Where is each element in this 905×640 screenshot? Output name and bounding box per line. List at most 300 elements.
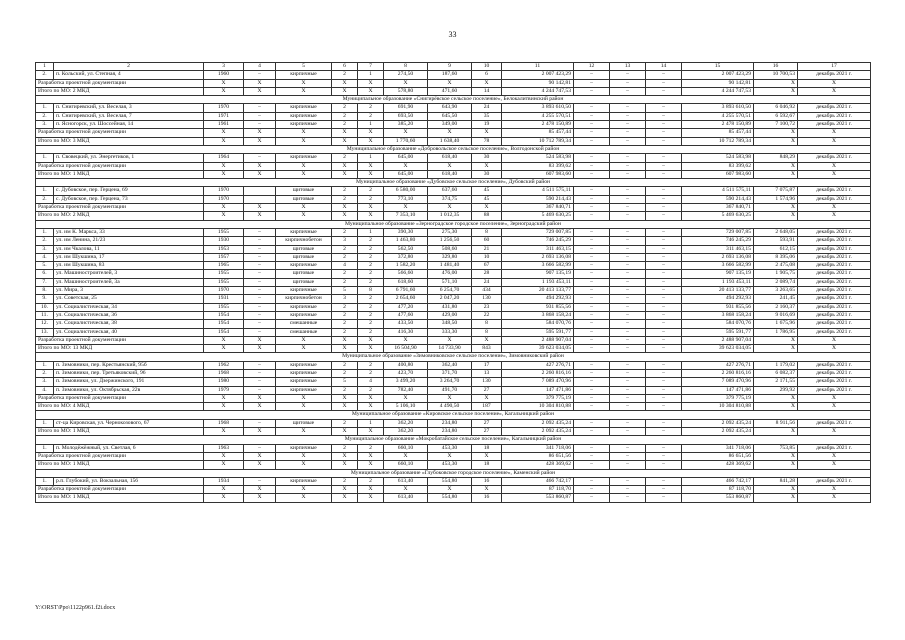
municipality-section-row bbox=[36, 436, 871, 444]
table-cell: 20 413 133,77 bbox=[502, 287, 574, 295]
table-body bbox=[36, 63, 871, 503]
table-cell: 931 855,56 bbox=[682, 303, 754, 311]
table-row bbox=[36, 154, 871, 162]
table-cell: – bbox=[574, 361, 610, 369]
table-cell: – bbox=[574, 162, 610, 170]
table-cell: 1971 bbox=[204, 112, 244, 120]
table-cell: 7 353,10 bbox=[384, 212, 428, 220]
table-cell: 8 bbox=[472, 228, 502, 236]
table-cell: 241,45 bbox=[754, 295, 798, 303]
table-cell: – bbox=[610, 253, 646, 261]
row-label-cell: Итого по МО: 2 МКД bbox=[36, 87, 204, 95]
table-cell: 691,90 bbox=[384, 104, 428, 112]
table-cell: 428 369,62 bbox=[682, 461, 754, 469]
table-cell: 4 244 747,53 bbox=[502, 87, 574, 95]
municipality-section-row bbox=[36, 469, 871, 477]
table-cell: 2 bbox=[358, 245, 384, 253]
address-cell: п. Снигиревский, ул. Веселая, 7 bbox=[54, 112, 204, 120]
table-cell: 9 016,69 bbox=[754, 311, 798, 319]
table-cell: 907 135,19 bbox=[682, 270, 754, 278]
table-cell: 14 733,90 bbox=[428, 345, 472, 353]
table-cell: X bbox=[276, 345, 332, 353]
table-cell: X bbox=[798, 461, 871, 469]
table-cell: 494 292,93 bbox=[502, 295, 574, 303]
table-cell: – bbox=[610, 336, 646, 344]
table-cell: щитовые bbox=[276, 245, 332, 253]
table-cell: – bbox=[646, 137, 682, 145]
table-cell: – bbox=[646, 121, 682, 129]
table-cell: 427 276,71 bbox=[682, 361, 754, 369]
table-cell: 2 092 435,24 bbox=[502, 419, 574, 427]
table-cell: – bbox=[646, 129, 682, 137]
table-cell: 39 623 034,05 bbox=[682, 345, 754, 353]
table-cell: X bbox=[204, 137, 244, 145]
table-cell: 2 007 423,29 bbox=[682, 71, 754, 79]
table-cell: X bbox=[332, 461, 358, 469]
table-cell: кирпичные bbox=[276, 477, 332, 485]
table-cell: 1963 bbox=[204, 444, 244, 452]
table-row bbox=[36, 137, 871, 145]
row-label-cell: Итого по МО: 2 МКД bbox=[36, 212, 204, 220]
table-cell: X bbox=[332, 137, 358, 145]
table-cell: X bbox=[754, 87, 798, 95]
table-cell: декабрь 2021 г. bbox=[798, 71, 871, 79]
table-cell: – bbox=[244, 270, 276, 278]
table-cell: X bbox=[244, 129, 276, 137]
table-cell: декабрь 2021 г. bbox=[798, 303, 871, 311]
table-row bbox=[36, 170, 871, 178]
table-cell: 5 469 630,25 bbox=[502, 212, 574, 220]
table-row bbox=[36, 452, 871, 460]
table-cell: X bbox=[384, 452, 428, 460]
table-cell: 931 855,56 bbox=[502, 303, 574, 311]
table-cell: – bbox=[610, 328, 646, 336]
table-cell: 7 089 470,96 bbox=[502, 378, 574, 386]
table-cell: 333,30 bbox=[428, 328, 472, 336]
table-cell: 1953 bbox=[204, 245, 244, 253]
table-cell: 10 712 789,34 bbox=[682, 137, 754, 145]
table-cell: 1 bbox=[358, 419, 384, 427]
table-cell: X bbox=[798, 212, 871, 220]
table-cell: 431,80 bbox=[428, 303, 472, 311]
table-cell: X bbox=[428, 204, 472, 212]
table-row bbox=[36, 494, 871, 502]
table-cell: 299,92 bbox=[754, 386, 798, 394]
municipality-title: Муниципальное образование «Зерноградское городское поселение», Зерноградский район bbox=[36, 220, 871, 228]
table-cell: 1 675,96 bbox=[754, 320, 798, 328]
table-cell: 1962 bbox=[204, 361, 244, 369]
table-cell: 3 bbox=[332, 295, 358, 303]
table-cell: 27 bbox=[472, 428, 502, 436]
table-cell: 1. bbox=[36, 419, 54, 427]
table-cell: 3 264,70 bbox=[428, 378, 472, 386]
table-cell: X bbox=[204, 79, 244, 87]
table-cell: X bbox=[798, 345, 871, 353]
table-cell: 30 bbox=[472, 154, 502, 162]
table-cell: – bbox=[244, 444, 276, 452]
table-cell: декабрь 2021 г. bbox=[798, 112, 871, 120]
address-cell: п. Зимовники, пер. Третьяковский, 96 bbox=[54, 369, 204, 377]
table-row bbox=[36, 112, 871, 120]
table-cell: 4 bbox=[358, 378, 384, 386]
table-cell: 67 bbox=[472, 262, 502, 270]
table-cell: X bbox=[332, 79, 358, 87]
table-cell: 3 893 610,50 bbox=[682, 104, 754, 112]
table-cell: 87 118,70 bbox=[682, 486, 754, 494]
table-cell: 2 171,55 bbox=[754, 378, 798, 386]
table-cell: X bbox=[276, 162, 332, 170]
address-cell: ул. Машиностроителей, 3 bbox=[54, 270, 204, 278]
table-cell: 16 504,90 bbox=[384, 345, 428, 353]
table-cell: щитовые bbox=[276, 253, 332, 261]
table-cell: – bbox=[574, 270, 610, 278]
table-cell: 1 bbox=[358, 154, 384, 162]
table-cell: X bbox=[754, 494, 798, 502]
table-cell: 1 bbox=[358, 71, 384, 79]
row-label-cell: Разработка проектной документации bbox=[36, 486, 204, 494]
table-cell: 553 860,87 bbox=[682, 494, 754, 502]
table-cell: – bbox=[244, 71, 276, 79]
table-cell: – bbox=[574, 419, 610, 427]
table-cell: X bbox=[276, 170, 332, 178]
table-cell: 554,80 bbox=[428, 494, 472, 502]
table-cell: 494 292,93 bbox=[682, 295, 754, 303]
table-cell: X bbox=[384, 486, 428, 494]
table-cell: – bbox=[610, 428, 646, 436]
table-cell: – bbox=[646, 228, 682, 236]
table-cell: 1970 bbox=[204, 187, 244, 195]
table-row bbox=[36, 121, 871, 129]
table-cell: X bbox=[798, 394, 871, 402]
table-cell: 2 bbox=[332, 386, 358, 394]
table-cell: 2 bbox=[358, 386, 384, 394]
table-cell: – bbox=[574, 121, 610, 129]
table-cell: – bbox=[646, 419, 682, 427]
table-cell: X bbox=[204, 428, 244, 436]
table-cell: – bbox=[646, 328, 682, 336]
column-number-cell: 10 bbox=[472, 63, 502, 71]
table-cell: 10. bbox=[36, 303, 54, 311]
table-cell: 1. bbox=[36, 228, 54, 236]
table-cell: 2 bbox=[358, 369, 384, 377]
row-label-cell: Разработка проектной документации bbox=[36, 452, 204, 460]
table-cell: – bbox=[244, 228, 276, 236]
table-cell: X bbox=[754, 403, 798, 411]
table-cell: 4. bbox=[36, 386, 54, 394]
table-cell: 2 bbox=[358, 328, 384, 336]
table-cell: 275,30 bbox=[428, 228, 472, 236]
table-cell: X bbox=[204, 452, 244, 460]
column-number-cell: 7 bbox=[358, 63, 384, 71]
table-cell: 2 654,60 bbox=[384, 295, 428, 303]
table-cell: декабрь 2021 г. bbox=[798, 278, 871, 286]
table-cell: – bbox=[610, 245, 646, 253]
address-cell: ул. Мира, 3 bbox=[54, 287, 204, 295]
table-cell: – bbox=[244, 253, 276, 261]
table-row bbox=[36, 295, 871, 303]
table-cell: – bbox=[610, 295, 646, 303]
table-cell: 3. bbox=[36, 378, 54, 386]
address-cell: п. Зимовники, ул. Дзержинского, 191 bbox=[54, 378, 204, 386]
table-row bbox=[36, 87, 871, 95]
table-cell bbox=[244, 187, 276, 195]
table-cell: 13 bbox=[472, 369, 502, 377]
table-cell: 39 623 034,05 bbox=[502, 345, 574, 353]
table-cell: 2 092 435,24 bbox=[502, 428, 574, 436]
table-cell: 341 718,06 bbox=[502, 444, 574, 452]
table-cell: 390,30 bbox=[384, 228, 428, 236]
table-cell: – bbox=[646, 278, 682, 286]
table-cell: декабрь 2021 г. bbox=[798, 361, 871, 369]
table-cell: 2 bbox=[332, 228, 358, 236]
table-cell: X bbox=[244, 394, 276, 402]
table-cell: – bbox=[646, 311, 682, 319]
table-cell: 14 bbox=[472, 87, 502, 95]
table-cell: – bbox=[244, 311, 276, 319]
table-cell: 130 bbox=[472, 378, 502, 386]
table-cell: 3. bbox=[36, 121, 54, 129]
row-label-cell: Итого по МО: 13 МКД bbox=[36, 345, 204, 353]
table-cell: X bbox=[276, 452, 332, 460]
row-label-cell: Итого по МО: 1 МКД bbox=[36, 428, 204, 436]
table-cell: – bbox=[244, 361, 276, 369]
table-cell: X bbox=[384, 336, 428, 344]
table-row bbox=[36, 403, 871, 411]
table-cell: – bbox=[646, 369, 682, 377]
table-cell: 2. bbox=[36, 195, 54, 203]
table-cell: 429,00 bbox=[428, 311, 472, 319]
table-cell: 83 399,62 bbox=[682, 162, 754, 170]
table-cell: 4 490,50 bbox=[428, 403, 472, 411]
table-cell: 8 911,56 bbox=[754, 419, 798, 427]
table-cell: – bbox=[646, 154, 682, 162]
table-cell: 28 bbox=[472, 270, 502, 278]
table-cell: 2 bbox=[358, 253, 384, 261]
table-cell: X bbox=[276, 129, 332, 137]
table-cell: 85 457,44 bbox=[682, 129, 754, 137]
table-cell: 2 bbox=[332, 187, 358, 195]
table-cell: 13. bbox=[36, 328, 54, 336]
address-cell: п. Ясногорск, ул. Шоссейная, 14 bbox=[54, 121, 204, 129]
table-cell: 8. bbox=[36, 287, 54, 295]
table-cell: 1. bbox=[36, 154, 54, 162]
table-cell: – bbox=[244, 278, 276, 286]
table-cell: 7 100,72 bbox=[754, 121, 798, 129]
table-cell: – bbox=[574, 328, 610, 336]
table-cell: 60 bbox=[472, 237, 502, 245]
table-cell: 3 868 158,24 bbox=[682, 311, 754, 319]
table-row bbox=[36, 129, 871, 137]
table-cell: 645,50 bbox=[428, 112, 472, 120]
table-row bbox=[36, 162, 871, 170]
table-cell: 1. bbox=[36, 477, 54, 485]
housing-repair-table bbox=[35, 62, 871, 503]
table-cell: декабрь 2021 г. bbox=[798, 121, 871, 129]
table-cell: 1. bbox=[36, 361, 54, 369]
table-cell: X bbox=[798, 452, 871, 460]
table-cell: 2 475,08 bbox=[754, 262, 798, 270]
table-cell: – bbox=[610, 444, 646, 452]
table-cell: X bbox=[332, 129, 358, 137]
table-cell: 18 bbox=[472, 461, 502, 469]
table-cell: кирпичнобетон bbox=[276, 295, 332, 303]
table-cell: – bbox=[610, 345, 646, 353]
table-cell: кирпичные bbox=[276, 287, 332, 295]
table-cell: – bbox=[574, 262, 610, 270]
table-cell: 466 742,17 bbox=[502, 477, 574, 485]
table-cell: X bbox=[798, 162, 871, 170]
table-cell: X bbox=[276, 87, 332, 95]
table-cell: X bbox=[358, 428, 384, 436]
table-cell: 1 012,35 bbox=[428, 212, 472, 220]
table-cell: 612,15 bbox=[754, 245, 798, 253]
table-cell: щитовые bbox=[276, 187, 332, 195]
table-cell: декабрь 2021 г. bbox=[798, 253, 871, 261]
table-cell: – bbox=[610, 195, 646, 203]
table-cell: декабрь 2021 г. bbox=[798, 328, 871, 336]
table-cell: декабрь 2021 г. bbox=[798, 245, 871, 253]
table-cell: X bbox=[754, 345, 798, 353]
column-number-cell: 1 bbox=[36, 63, 54, 71]
table-cell: 6 791,60 bbox=[384, 287, 428, 295]
table-cell: 645,00 bbox=[384, 154, 428, 162]
table-cell: 24 bbox=[472, 104, 502, 112]
address-cell: ул. Социалистическая, 34 bbox=[54, 303, 204, 311]
table-cell: декабрь 2021 г. bbox=[798, 104, 871, 112]
table-cell: 5 bbox=[332, 378, 358, 386]
table-cell: 3 893 610,50 bbox=[502, 104, 574, 112]
table-cell: 1 463,80 bbox=[384, 237, 428, 245]
table-cell: 10 700,53 bbox=[754, 71, 798, 79]
table-cell: X bbox=[472, 336, 502, 344]
table-cell: 21 bbox=[472, 245, 502, 253]
table-cell: 433,50 bbox=[384, 320, 428, 328]
table-cell: – bbox=[610, 419, 646, 427]
table-cell: X bbox=[472, 129, 502, 137]
table-cell: 2 bbox=[332, 369, 358, 377]
table-cell: 645,00 bbox=[384, 170, 428, 178]
table-cell: – bbox=[610, 461, 646, 469]
table-cell: 491,70 bbox=[428, 386, 472, 394]
address-cell: ул. Машиностроителей, 3а bbox=[54, 278, 204, 286]
table-cell: 2 bbox=[332, 71, 358, 79]
table-cell: 1 481,40 bbox=[428, 262, 472, 270]
column-number-cell: 13 bbox=[610, 63, 646, 71]
table-cell: – bbox=[244, 477, 276, 485]
table-cell: 2 bbox=[332, 195, 358, 203]
address-cell: п. Зимовники, ул. Октябрьская, 22в bbox=[54, 386, 204, 394]
table-cell: – bbox=[610, 394, 646, 402]
table-cell: декабрь 2021 г. bbox=[798, 228, 871, 236]
table-cell: X bbox=[358, 336, 384, 344]
table-cell: – bbox=[610, 287, 646, 295]
table-cell: 2 260 816,16 bbox=[502, 369, 574, 377]
table-cell: X bbox=[332, 345, 358, 353]
table-cell: X bbox=[332, 452, 358, 460]
table-cell: 1955 bbox=[204, 228, 244, 236]
table-cell: 8 bbox=[358, 287, 384, 295]
table-row bbox=[36, 477, 871, 485]
table-cell: X bbox=[798, 79, 871, 87]
table-cell: – bbox=[610, 237, 646, 245]
table-cell: – bbox=[244, 154, 276, 162]
table-cell: 6 082,37 bbox=[754, 369, 798, 377]
table-cell: X bbox=[332, 336, 358, 344]
table-cell: 571,10 bbox=[428, 278, 472, 286]
table-row bbox=[36, 278, 871, 286]
table-cell: – bbox=[610, 403, 646, 411]
table-cell: 1934 bbox=[204, 477, 244, 485]
table-cell: – bbox=[574, 278, 610, 286]
table-cell: – bbox=[610, 129, 646, 137]
table-cell: X bbox=[384, 162, 428, 170]
table-cell: 45 bbox=[472, 195, 502, 203]
table-cell: 88 bbox=[472, 212, 502, 220]
table-cell: 2 648,05 bbox=[754, 228, 798, 236]
table-cell: – bbox=[646, 320, 682, 328]
table-cell: 1957 bbox=[204, 253, 244, 261]
table-row bbox=[36, 419, 871, 427]
table-cell: – bbox=[574, 87, 610, 95]
table-cell: X bbox=[798, 129, 871, 137]
table-cell: – bbox=[646, 428, 682, 436]
table-cell: X bbox=[332, 494, 358, 502]
table-cell: 1 574,96 bbox=[754, 195, 798, 203]
table-cell: X bbox=[204, 204, 244, 212]
table-cell: – bbox=[574, 204, 610, 212]
table-cell: 8 bbox=[472, 320, 502, 328]
table-row bbox=[36, 104, 871, 112]
table-cell: X bbox=[472, 79, 502, 87]
table-cell: 2 089,74 bbox=[754, 278, 798, 286]
table-cell: 584 070,76 bbox=[502, 320, 574, 328]
table-row bbox=[36, 187, 871, 195]
table-cell: щитовые bbox=[276, 270, 332, 278]
table-row bbox=[36, 386, 871, 394]
table-cell: 2 bbox=[332, 477, 358, 485]
table-cell: – bbox=[646, 237, 682, 245]
table-row bbox=[36, 428, 871, 436]
table-cell: – bbox=[610, 104, 646, 112]
table-cell: 10 304 810,88 bbox=[502, 403, 574, 411]
table-cell: 427 276,71 bbox=[502, 361, 574, 369]
table-cell: X bbox=[428, 129, 472, 137]
table-cell: – bbox=[610, 112, 646, 120]
table-cell: кирпичные bbox=[276, 228, 332, 236]
table-cell: 643,90 bbox=[428, 104, 472, 112]
table-row bbox=[36, 361, 871, 369]
table-cell: 1930 bbox=[204, 237, 244, 245]
table-cell: 4 511 575,11 bbox=[682, 187, 754, 195]
column-number-cell: 9 bbox=[428, 63, 472, 71]
table-cell: X bbox=[754, 428, 798, 436]
table-cell: 1961 bbox=[204, 121, 244, 129]
table-cell: X bbox=[798, 494, 871, 502]
table-cell: 524 583,98 bbox=[502, 154, 574, 162]
table-cell: 2 bbox=[332, 328, 358, 336]
table-cell: – bbox=[646, 295, 682, 303]
table-cell: – bbox=[574, 369, 610, 377]
table-cell: – bbox=[244, 104, 276, 112]
column-number-cell: 16 bbox=[754, 63, 798, 71]
row-label-cell: Разработка проектной документации bbox=[36, 129, 204, 137]
table-cell: X bbox=[276, 204, 332, 212]
table-cell: X bbox=[204, 87, 244, 95]
table-cell: – bbox=[574, 237, 610, 245]
table-cell: 12. bbox=[36, 320, 54, 328]
table-cell: X bbox=[358, 170, 384, 178]
table-cell: 2 478 150,89 bbox=[682, 121, 754, 129]
